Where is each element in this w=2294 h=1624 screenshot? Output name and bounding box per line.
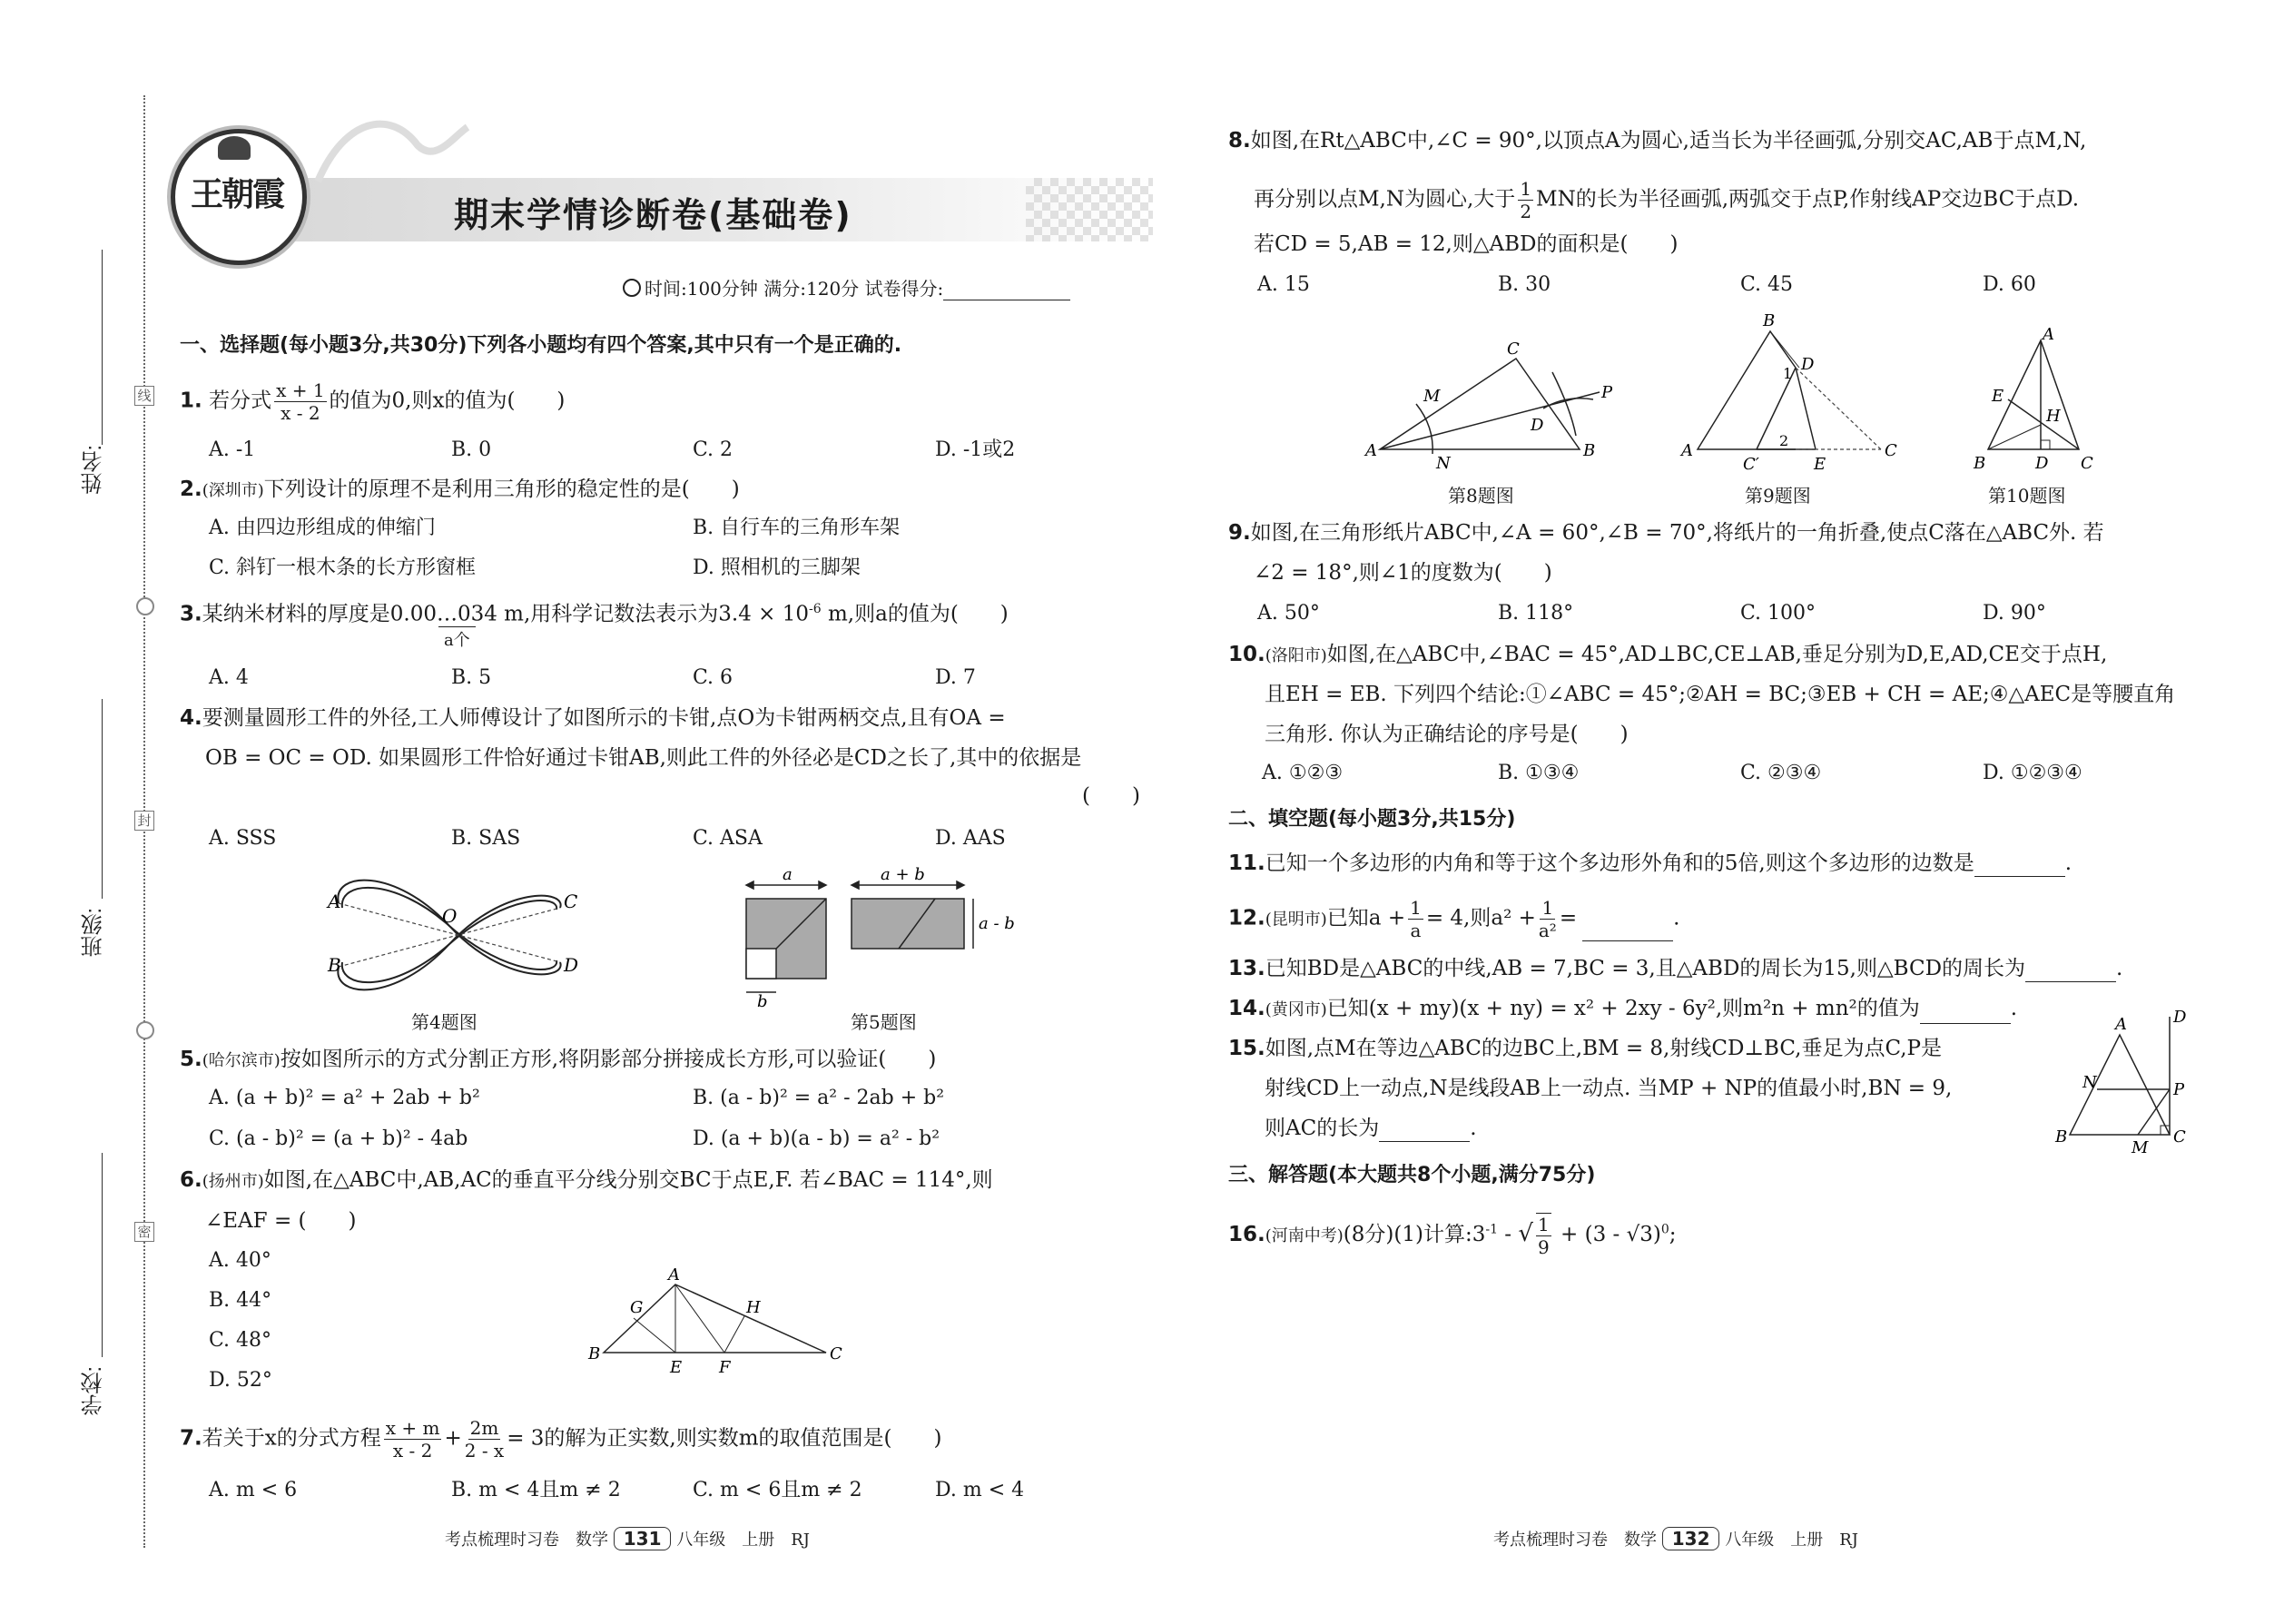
fig15-label-c: C [2173,1127,2186,1147]
fig4-label-o: O [442,905,458,927]
fig4-label-b: B [328,954,341,976]
q2-option-c[interactable]: C. 斜钉一根木条的长方形窗框 [209,556,477,579]
binding-hole-icon [136,1021,154,1039]
question-8-line1: 8.如图,在Rt△ABC中,∠C = 90°,以顶点A为圆心,适当长为半径画弧,分别交AC,AB于点M,N, [1228,129,2087,153]
q11-answer-blank[interactable] [1974,856,2065,877]
q1-option-c[interactable]: C. 2 [693,438,733,461]
question-6-line2: ∠EAF = ( ) [205,1209,357,1233]
question-number: 1. [180,389,202,413]
fig9-label-1: 1 [1783,365,1793,382]
q1-option-b[interactable]: B. 0 [451,438,492,461]
seal-xian: 线 [134,386,154,406]
fig4-label-d: D [564,954,579,976]
fig8-label-m: M [1423,387,1441,406]
ribbon-decoration [309,109,472,200]
question-3: 3.某纳米材料的厚度是0.00…034 m,用科学记数法表示为$3.4 \times 10^{-6}$ m,则a的值为( ) [180,602,1009,626]
question-6-line1: 6.(扬州市)如图,在△ABC中,AB,AC的垂直平分线分别交BC于点E,F. 若∠BAC = 114°,则 [180,1168,993,1192]
q4-option-c[interactable]: C. ASA [693,827,763,850]
school-field[interactable] [102,1153,103,1357]
q10-option-d[interactable]: D. ①②③④ [1983,762,2082,784]
q1-pre: 若分式 [209,389,272,413]
q1-fraction: $\frac{x + 1}{x - 2}$ [276,379,325,424]
question-16: 16.(河南中考)(8分)(1)计算$:3^{-1}$ - √ $\frac{1}{9}$ + (3 - √3)$^0$; [1228,1214,1677,1258]
question-2: 2.(深圳市)下列设计的原理不是利用三角形的稳定性的是( ) [180,477,740,501]
q7-option-c[interactable]: C. m < 6且m ≠ 2 [693,1479,862,1501]
fig10-label-d: D [2035,454,2049,473]
figure-15 [2052,1008,2233,1162]
q2-option-d[interactable]: D. 照相机的三脚架 [693,556,861,579]
fig4-label-c: C [564,891,578,912]
question-7: 7.若关于x的分式方程 $\frac{x + m}{x - 2}$ + $\frac{2m}{2 - x}$ = 3的解为正实数,则实数m的取值范围是( ) [180,1417,942,1462]
question-9-line2: ∠2 = 18°,则∠1的度数为( ) [1254,561,1552,585]
figure-10 [1970,327,2106,477]
fig8-label-b: B [1583,441,1596,460]
fig5-label-apb: a + b [881,867,925,884]
question-15-line3: 则AC的长为 . [1265,1117,1477,1140]
question-11: 11.已知一个多边形的内角和等于这个多边形外角和的5倍,则这个多边形的边数是 . [1228,851,2072,875]
q9-option-a[interactable]: A. 50° [1257,602,1320,625]
header-checker [1026,178,1153,241]
fig10-label-a: A [2043,327,2054,344]
fig9-label-a: A [1681,441,1693,460]
logo-text: 王朝霞 [190,175,283,213]
question-4-line1: 4.要测量圆形工件的外径,工人师傅设计了如图所示的卡钳,点O为卡钳两柄交点,且有OA = [180,706,1006,730]
q9-option-d[interactable]: D. 90° [1983,602,2046,625]
question-10-line1: 10.(洛阳市)如图,在△ABC中,∠BAC = 45°,AD⊥BC,CE⊥AB,垂足分别为D,E,AD,CE交于点H, [1228,643,2108,666]
q3-option-c[interactable]: C. 6 [693,666,733,689]
figure-10-caption: 第10题图 [1988,485,2066,507]
q5-option-a[interactable]: A. (a + b)² = a² + 2ab + b² [209,1087,480,1109]
fig5-label-amb: a - b [979,914,1015,933]
q6-option-a[interactable]: A. 40° [209,1249,271,1272]
q12-answer-blank[interactable] [1582,920,1673,941]
fig10-label-c: C [2081,454,2093,473]
question-8-line3: 若CD = 5,AB = 12,则△ABD的面积是( ) [1254,232,1679,256]
fig6-label-b: B [588,1344,601,1363]
fig4-label-a: A [328,891,341,912]
q4-option-a[interactable]: A. SSS [209,827,277,850]
q6-option-b[interactable]: B. 44° [209,1289,272,1312]
figure-8-caption: 第8题图 [1448,485,1514,507]
q8-option-c[interactable]: C. 45 [1740,273,1794,296]
q2-option-a[interactable]: A. 由四边形组成的伸缩门 [209,517,436,539]
q2-option-b[interactable]: B. 自行车的三角形车架 [693,517,901,539]
fig8-label-d: D [1531,416,1544,435]
q7-option-a[interactable]: A. m < 6 [209,1479,298,1501]
q8-option-b[interactable]: B. 30 [1498,273,1551,296]
q4-option-b[interactable]: B. SAS [451,827,521,850]
fig9-label-c: C [1885,441,1897,460]
q8-option-d[interactable]: D. 60 [1983,273,2036,296]
q1-option-d[interactable]: D. -1或2 [935,438,1016,461]
seal-mi: 密 [134,1222,154,1242]
fig8-label-a: A [1365,441,1377,460]
q3-option-b[interactable]: B. 5 [451,666,492,689]
footer-left: 考点梳理时习卷 数学 131 八年级 上册 RJ [445,1528,810,1550]
figure-4-caption: 第4题图 [411,1011,478,1033]
exam-info [645,274,1070,300]
class-label: 班级: [82,908,106,958]
question-1 [180,379,565,424]
question-12: 12.(昆明市)已知a + $\frac{1}{a}$ = 4,则a² + $\frac{1}{\text{a²}}$ = . [1228,897,1680,941]
fig10-label-b: B [1974,454,1986,473]
fig15-label-b: B [2055,1127,2068,1147]
page-number: 132 [1662,1527,1720,1550]
q1-option-a[interactable]: A. -1 [209,438,256,461]
q10-option-c[interactable]: C. ②③④ [1740,762,1822,784]
figure-5-caption: 第5题图 [851,1011,917,1033]
fig8-label-n: N [1436,454,1451,472]
figure-5-squares [735,867,1026,1012]
fig6-label-c: C [830,1344,842,1363]
q7-option-b[interactable]: B. m < 4且m ≠ 2 [451,1479,621,1501]
fig15-label-n: N [2082,1073,2097,1092]
section-1-heading: 一、选择题(每小题3分,共30分)下列各小题均有四个答案,其中只有一个是正确的. [180,334,902,357]
binding-hole-icon [136,597,154,615]
fig15-label-m: M [2132,1138,2149,1157]
page-number: 131 [614,1527,672,1550]
page-title: 期末学情诊断卷(基础卷) [454,195,852,235]
q3-option-d[interactable]: D. 7 [935,666,976,689]
fig8-label-c: C [1507,340,1520,359]
question-15-line1: 15.如图,点M在等边△ABC的边BC上,BM = 8,射线CD⊥BC,垂足为点C,P是 [1228,1037,1943,1060]
fig6-label-h: H [746,1298,761,1317]
q9-option-c[interactable]: C. 100° [1740,602,1816,625]
fig8-label-p: P [1601,383,1613,402]
fig9-label-e: E [1814,455,1826,474]
fig6-label-f: F [719,1358,731,1377]
q9-option-b[interactable]: B. 118° [1498,602,1574,625]
score-field[interactable] [943,280,1070,300]
q15-answer-blank[interactable] [1379,1121,1470,1142]
figure-9-caption: 第9题图 [1745,485,1811,507]
question-15-line2: 射线CD上一动点,N是线段AB上一动点. 当MP + NP的值最小时,BN = 9, [1265,1077,1953,1100]
q10-option-b[interactable]: B. ①③④ [1498,762,1580,784]
fig15-label-d: D [2173,1008,2187,1027]
fig6-label-g: G [630,1298,644,1317]
q4-answer-paren[interactable]: ( ) [1082,784,1140,808]
question-13: 13.已知BD是△ABC的中线,AB = 7,BC = 3,且△ABD的周长为15,则△BCD的周长为 . [1228,957,2123,980]
q3-brace-label: a个 [438,626,476,651]
q6-option-d[interactable]: D. 52° [209,1369,272,1392]
q5-option-c[interactable]: C. (a - b)² = (a + b)² - 4ab [209,1127,468,1150]
q4-option-d[interactable]: D. AAS [935,827,1006,850]
figure-4-caliper [322,871,595,999]
fig9-label-cprime: C′ [1743,455,1759,474]
figure-9 [1679,313,1897,477]
fig6-label-a: A [668,1265,680,1284]
figure-8 [1362,336,1625,472]
school-label: 学校: [82,1366,106,1416]
fig9-label-b: B [1763,313,1776,330]
q14-answer-blank[interactable] [1920,1003,2011,1024]
question-9-line1: 9.如图,在三角形纸片ABC中,∠A = 60°,∠B = 70°,将纸片的一角折叠,使点C落在△ABC外. 若 [1228,521,2104,545]
question-5: 5.(哈尔滨市)按如图所示的方式分割正方形,将阴影部分拼接成长方形,可以验证( ) [180,1048,937,1071]
fig9-label-d: D [1801,355,1815,374]
exam-info-text: 时间:100分钟 满分:120分 试卷得分: [645,278,944,300]
fig10-label-h: H [2046,407,2061,426]
logo-crown-icon [218,136,251,160]
clock-icon [623,279,641,297]
q8-option-a[interactable]: A. 15 [1257,273,1310,296]
fig5-label-a: a [783,867,793,884]
question-10-line2: 且EH = EB. 下列四个结论:①∠ABC = 45°;②AH = BC;③EB + CH = AE;④△AEC是等腰直角 [1265,683,2176,706]
question-14: 14.(黄冈市)已知(x + my)(x + ny) = x² + 2xy - 6y²,则m²n + mn²的值为 . [1228,995,2017,1024]
q7-fraction-1: $\frac{x + m}{x - 2}$ [385,1417,440,1462]
q7-option-d[interactable]: D. m < 4 [935,1479,1025,1501]
q5-option-b[interactable]: B. (a - b)² = a² - 2ab + b² [693,1087,945,1109]
q3-option-a[interactable]: A. 4 [209,666,249,689]
fig15-label-p: P [2173,1080,2185,1099]
q7-fraction-2: $\frac{2m}{2 - x}$ [464,1417,505,1462]
q1-post: 的值为0,则x的值为( ) [329,389,566,413]
q10-option-a[interactable]: A. ①②③ [1262,762,1344,784]
q6-option-c[interactable]: C. 48° [209,1329,272,1352]
fig15-label-a: A [2115,1015,2127,1034]
name-label: 姓名: [82,445,106,495]
question-4-line2: OB = OC = OD. 如果圆形工件恰好通过卡钳AB,则此工件的外径必是CD之长了,其中的依据是 [205,746,1082,770]
section-2-heading: 二、填空题(每小题3分,共15分) [1228,808,1516,831]
question-8-line2: 再分别以点M,N为圆心,大于 $\frac{1}{2}$ MN的长为半径画弧,两弧交于点P,作射线AP交边BC于点D. [1254,178,2080,222]
name-field[interactable] [102,250,103,445]
section-3-heading: 三、解答题(本大题共8个小题,满分75分) [1228,1164,1596,1186]
fig6-label-e: E [670,1358,683,1377]
fig5-label-b: b [757,992,768,1011]
q5-option-d[interactable]: D. (a + b)(a - b) = a² - b² [693,1127,940,1150]
fig9-label-2: 2 [1779,432,1789,449]
class-field[interactable] [102,699,103,899]
seal-feng: 封 [134,811,154,831]
footer-right: 考点梳理时习卷 数学 132 八年级 上册 RJ [1493,1528,1858,1550]
fig10-label-e: E [1992,387,2004,406]
figure-6-triangle [581,1262,844,1380]
q13-answer-blank[interactable] [2025,961,2116,982]
question-10-line3: 三角形. 你认为正确结论的序号是( ) [1265,723,1629,746]
